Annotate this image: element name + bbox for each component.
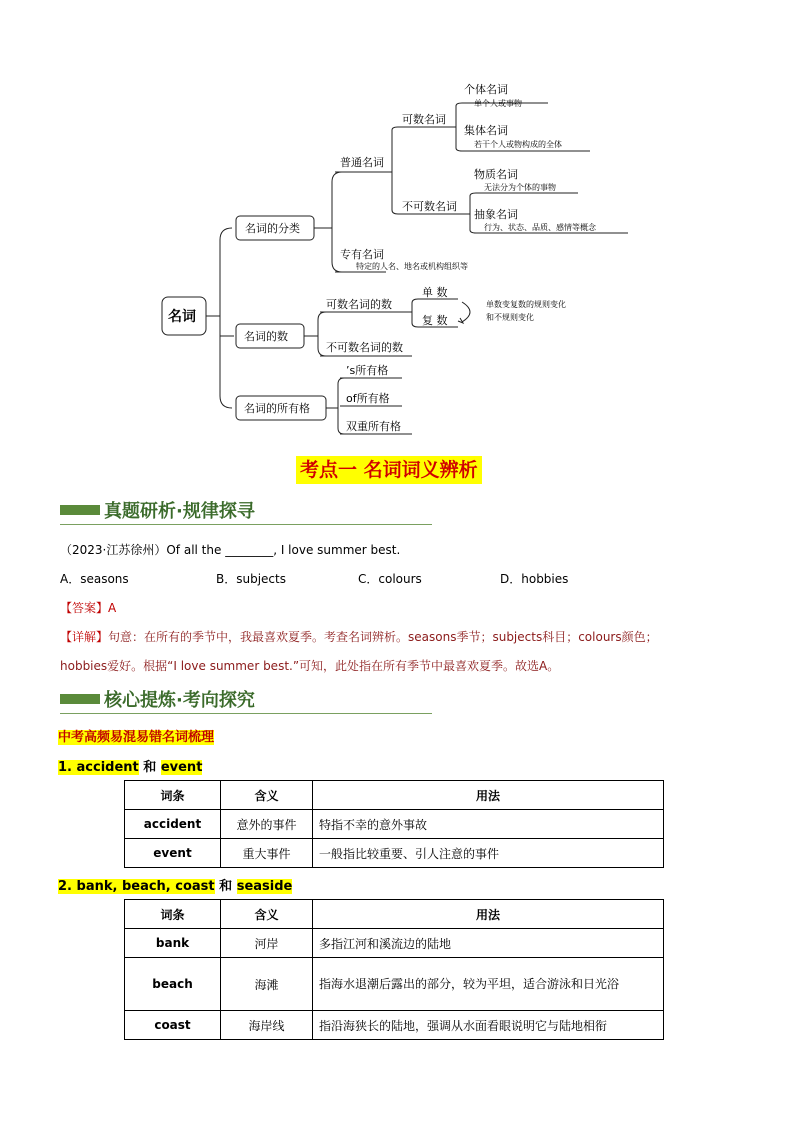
- table-row: [125, 958, 664, 1011]
- cell-usage: 特指不幸的意外事故: [313, 810, 664, 839]
- group1-word-b: event: [160, 760, 203, 775]
- rule-arrow: [462, 302, 470, 322]
- section-title-1: 真题研析·规律探寻: [104, 501, 255, 522]
- number-bracket: [304, 312, 326, 356]
- detail-text-1: 句意：在所有的季节中，我最喜欢夏季。考查名词辨析。seasons季节；subjects科目；colours颜色；: [108, 630, 658, 644]
- cell-usage: 指海水退潮后露出的部分，较为平坦，适合游泳和日光浴: [313, 958, 664, 1011]
- cell-meaning: 海滩: [221, 958, 313, 1011]
- table-row: [125, 810, 664, 839]
- table-row: [125, 839, 664, 868]
- abstract-desc: 行为、状态、品质、感情等概念: [484, 223, 596, 232]
- summary-heading-text: 中考高频易混易错名词梳理: [58, 730, 215, 745]
- abstract-label: 抽象名词: [474, 208, 518, 221]
- section-underline: [60, 524, 432, 525]
- proper-desc: 特定的人名、地名或机构组织等: [356, 262, 468, 271]
- individual-label: 个体名词: [464, 83, 508, 96]
- cell-usage: 一般指比较重要、引人注意的事件: [313, 839, 664, 868]
- group1-num: 1.: [58, 760, 77, 775]
- table-header-row: [125, 900, 664, 929]
- group2-table: [124, 899, 664, 1040]
- col-header-usage: 用法: [313, 781, 664, 810]
- section-header-2: [60, 686, 432, 714]
- option-c: C．colours: [358, 572, 422, 586]
- option-a: A．seasons: [60, 572, 129, 586]
- group2-and: 和: [219, 879, 233, 894]
- question-source: （2023·江苏徐州）: [60, 543, 167, 557]
- answer-value: A: [108, 601, 117, 615]
- proper-label: 专有名词: [340, 248, 384, 261]
- col-header-meaning: 含义: [221, 781, 313, 810]
- col-header-meaning: 含义: [221, 900, 313, 929]
- material-label: 物质名词: [474, 168, 518, 181]
- cell-meaning: 意外的事件: [221, 810, 313, 839]
- group2-words: 2. bank, beach, coast: [58, 879, 215, 894]
- group1-word-a: accident: [76, 760, 139, 775]
- option-d: D．hobbies: [500, 572, 569, 586]
- uncountable-label: 不可数名词: [402, 200, 457, 213]
- question-text: Of all the ________, I love summer best.: [166, 543, 401, 557]
- answer-line: [60, 599, 116, 616]
- noun-mindmap: [0, 0, 794, 445]
- rule-line2: 和不规则变化: [486, 313, 534, 322]
- table-header-row: [125, 781, 664, 810]
- group1-heading: [58, 756, 202, 775]
- detail-line-2: hobbies爱好。根据“I love summer best.”可知，此处指在所有季节中最喜欢夏季。故选A。: [60, 659, 560, 673]
- plural-label: 复 数: [422, 314, 448, 327]
- cell-word: coast: [125, 1011, 221, 1040]
- cell-meaning: 河岸: [221, 929, 313, 958]
- section-title-2: 核心提炼·考向探究: [104, 690, 255, 711]
- question-line: [60, 541, 400, 558]
- group2-heading: [58, 875, 292, 894]
- option-b: B．subjects: [216, 572, 286, 586]
- cell-word: event: [125, 839, 221, 868]
- poss-double-label: 双重所有格: [346, 420, 401, 433]
- group1-and: 和: [143, 760, 157, 775]
- detail-line-1: [60, 628, 658, 645]
- group2-word-last: seaside: [236, 879, 293, 894]
- collective-label: 集体名词: [464, 124, 508, 137]
- table-row: [125, 1011, 664, 1040]
- common-label: 普通名词: [340, 156, 384, 169]
- summary-heading: [58, 726, 214, 745]
- col-header-word: 词条: [125, 900, 221, 929]
- group1-table: [124, 780, 664, 868]
- section-underline: [60, 713, 432, 714]
- table-row: [125, 929, 664, 958]
- answer-label: 【答案】: [60, 601, 109, 615]
- classify-bracket: [314, 172, 342, 272]
- number-label: 名词的数: [244, 330, 288, 343]
- rule-line1: 单数变复数的规则变化: [486, 300, 566, 309]
- cell-word: bank: [125, 929, 221, 958]
- cell-meaning: 重大事件: [221, 839, 313, 868]
- singular-label: 单 数: [422, 286, 448, 299]
- possessive-label: 名词的所有格: [244, 402, 310, 415]
- poss-of-label: of所有格: [346, 392, 390, 405]
- col-header-usage: 用法: [313, 900, 664, 929]
- col-header-word: 词条: [125, 781, 221, 810]
- material-desc: 无法分为个体的事物: [484, 183, 556, 192]
- cell-word: accident: [125, 810, 221, 839]
- classify-label: 名词的分类: [245, 222, 300, 235]
- uncountable-num-label: 不可数名词的数: [326, 341, 403, 354]
- kaodian-title: 考点一 名词词义辨析: [296, 456, 482, 484]
- section-header-1: [60, 497, 432, 525]
- cell-meaning: 海岸线: [221, 1011, 313, 1040]
- countable-label: 可数名词: [402, 113, 446, 126]
- poss-s-label: ’s所有格: [346, 364, 389, 377]
- section-bar-icon: [60, 694, 100, 704]
- cell-usage: 多指江河和溪流边的陆地: [313, 929, 664, 958]
- collective-desc: 若干个人或物构成的全体: [474, 140, 562, 149]
- detail-label: 【详解】: [60, 630, 109, 644]
- countable-num-label: 可数名词的数: [326, 298, 392, 311]
- root-label: 名词: [168, 309, 196, 325]
- cell-word: beach: [125, 958, 221, 1011]
- cell-usage: 指沿海狭长的陆地，强调从水面看眼说明它与陆地相衔: [313, 1011, 664, 1040]
- individual-desc: 单个人或事物: [474, 99, 522, 108]
- section-bar-icon: [60, 505, 100, 515]
- root-bracket: [206, 228, 234, 408]
